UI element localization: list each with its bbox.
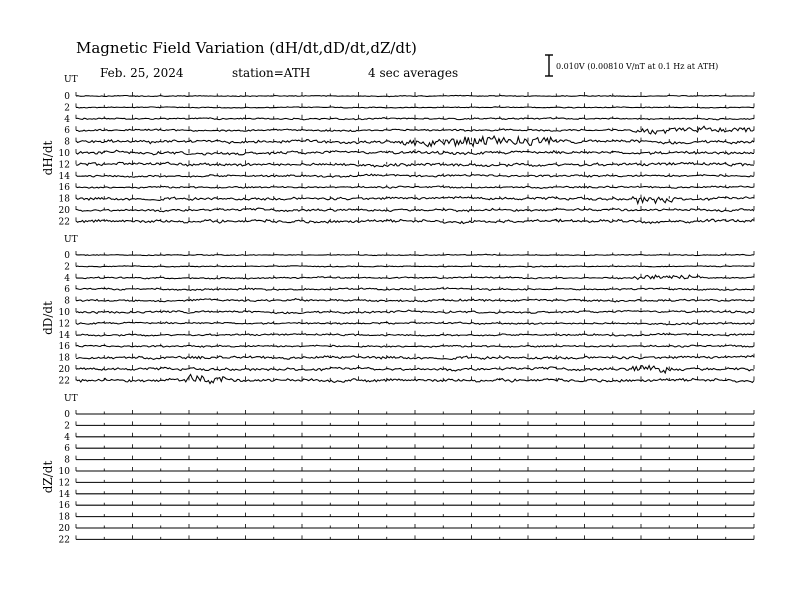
hour-label: 8 <box>64 455 70 466</box>
hour-label: 12 <box>58 160 70 171</box>
hour-label: 10 <box>58 308 70 318</box>
hour-label: 16 <box>58 501 70 512</box>
hour-label: 0 <box>64 410 70 420</box>
hour-label: 18 <box>58 353 70 364</box>
hour-label: 2 <box>64 262 70 273</box>
scale-bar <box>545 55 718 76</box>
hour-label: 20 <box>58 206 70 216</box>
panel-1 <box>41 75 754 227</box>
hour-label: 20 <box>58 365 70 375</box>
hour-label: 14 <box>58 489 70 500</box>
hour-label: 12 <box>58 478 70 489</box>
trace-line <box>76 374 754 383</box>
ut-label: UT <box>64 394 78 404</box>
hour-label: 0 <box>64 92 70 102</box>
chart-title: Magnetic Field Variation (dH/dt,dD/dt,dZ/dt) <box>76 39 417 57</box>
hour-label: 18 <box>58 512 70 523</box>
trace-line <box>76 322 754 325</box>
hour-label: 22 <box>58 535 70 546</box>
ut-label: UT <box>64 75 78 85</box>
hour-label: 4 <box>64 432 70 443</box>
trace-line <box>76 186 754 188</box>
hour-label: 6 <box>64 285 70 296</box>
panel-ylabel: dH/dt <box>41 140 55 176</box>
hour-label: 10 <box>58 149 70 159</box>
hour-label: 6 <box>64 444 70 455</box>
hour-label: 22 <box>58 217 70 228</box>
hour-label: 2 <box>64 103 70 114</box>
hour-label: 20 <box>58 524 70 534</box>
panels-group <box>41 75 754 545</box>
hour-label: 8 <box>64 137 70 148</box>
station-label: station=ATH <box>232 66 311 80</box>
hour-label: 14 <box>58 330 70 341</box>
hour-label: 10 <box>58 467 70 477</box>
panel-3 <box>41 394 754 545</box>
ut-label: UT <box>64 235 78 245</box>
hour-label: 6 <box>64 126 70 137</box>
hour-label: 4 <box>64 114 70 125</box>
hour-label: 18 <box>58 194 70 205</box>
hour-label: 8 <box>64 296 70 307</box>
hour-label: 12 <box>58 319 70 330</box>
averaging-label: 4 sec averages <box>368 66 459 80</box>
hour-label: 4 <box>64 273 70 284</box>
hour-label: 16 <box>58 342 70 353</box>
hour-label: 2 <box>64 421 70 432</box>
panel-ylabel: dD/dt <box>41 301 55 335</box>
hour-label: 0 <box>64 251 70 261</box>
trace-line <box>76 107 754 108</box>
hour-label: 14 <box>58 171 70 182</box>
date-label: Feb. 25, 2024 <box>100 66 184 80</box>
hour-label: 16 <box>58 183 70 194</box>
scale-bar-label: 0.010V (0.00810 V/nT at 0.1 Hz at ATH) <box>556 62 719 71</box>
hour-label: 22 <box>58 376 70 387</box>
panel-2 <box>41 235 754 386</box>
panel-ylabel: dZ/dt <box>41 460 55 494</box>
